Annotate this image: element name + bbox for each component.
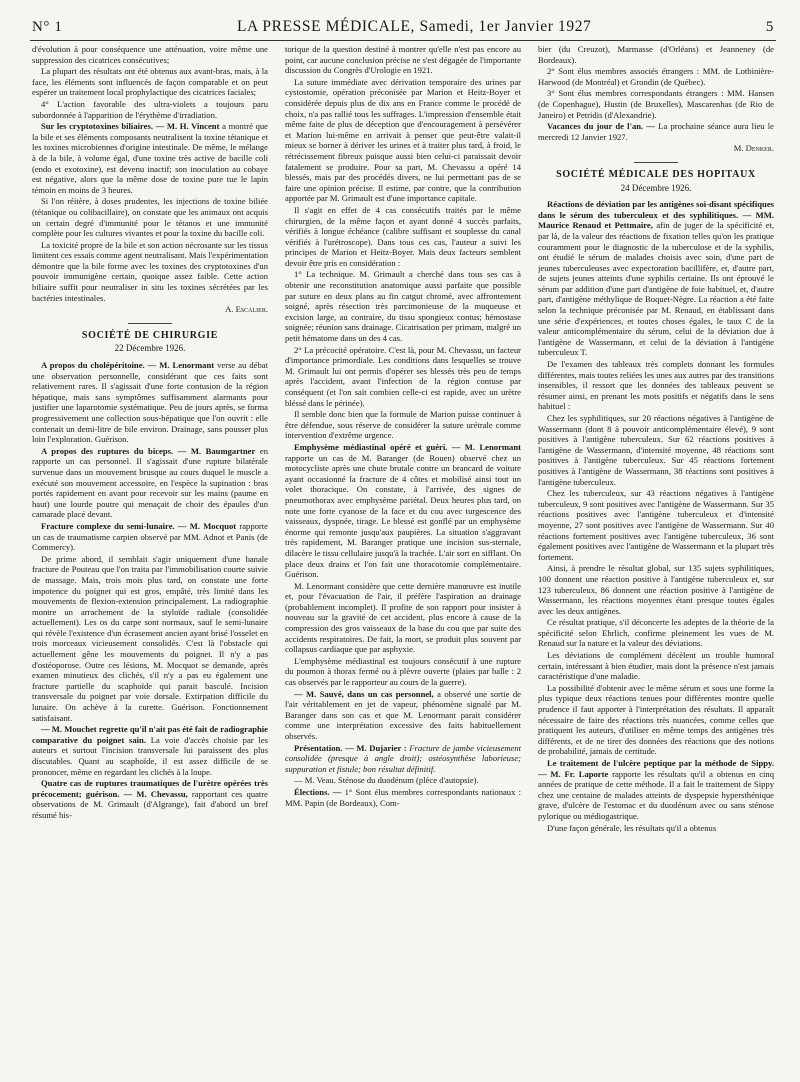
paragraph: La possibilité d'obtenir avec le même sérum et sous une forme la plus typique deux réactions tenues pour différentes montre quelle prudence il faut apporter à l'interprétation des résultats. Il apparaît nécessaire de faire des réactions très nuancées, comme celles que pratiquent les auteurs, d'utiliser en même temps des antigènes très différents, et de ne tirer des données des réactions que des notions de probabilité, jamais de certitude. — [538, 682, 774, 757]
article-text: rapporte les résultats qu'il a obtenus en cinq années de pratique de cette méthode. Il a fait le traitement de Sippy chez une centaine de malades atteints de dyspepsie hypersthénique grave, d'ulcère de l'estomac et du duodénum avec ou sans sténose pylorique ou médiogastrique. — [538, 768, 774, 821]
paragraph: 1° La technique. M. Grimault a cherché dans tous ses cas à obtenir une reconstitution anatomique aussi parfaite que possible par suture en deux plans au fin catgut chromé, avec affrontement soigné, après résection très parcimonieuse de la muqueuse et excision large, au contraire, du tissu spongieux contus; hémostase soignée; réunion sans drainage. Cicatrisation per primam, malgré un petit hématome dans un des 4 cas. — [285, 269, 521, 344]
article-heading: Le traitement de l'ulcère peptique par la méthode de Sippy. — M. Fr. Laporte — [538, 758, 774, 779]
article-text: La voie d'accès choisie par les auteurs et surtout l'incision transversale lui paraissent des plus discutables. Quant au scaphoïde, il est assez difficile de se prononcer, même en regardant les clichés à la loupe. — [32, 734, 268, 777]
article-heading: Sur les cryptotoxines biliaires. — M. H. Vincent — [41, 121, 220, 132]
paragraph: d'évolution à pour conséquence une atténuation, voire même une suppression des cicatrices consécutives; — [32, 44, 268, 65]
paragraph: torique de la question destiné à montrer qu'elle n'est pas encore au point, car aucune conclusion précise ne s'est dégagée de l'importante discussion du Congrès d'Urologie en 1921. — [285, 44, 521, 76]
paragraph: Chez les tuberculeux, sur 43 réactions négatives à l'antigène tuberculeux, 9 sont positives avec l'antigène de Wassermann. Sur 35 réactions positives avec l'antigène tuberculeux et d'intensité moyenne, 27 sont positives avec l'antigène de Wassermann. Sur 40 réactions fortement positives avec l'antigène tuberculeux, 36 sont également positives avec l'antigène de Wassermann et la plupart très fortement. — [538, 488, 774, 562]
article-heading: Fracture complexe du semi-lunaire. — M. Mocquot — [41, 520, 237, 531]
page-number-left: N° 1 — [32, 19, 63, 35]
paragraph: D'une façon générale, les résultats qu'il a obtenus — [547, 822, 717, 833]
page-number-right: 5 — [765, 19, 774, 35]
page-header — [32, 18, 774, 38]
paragraph: La suture immédiate avec dérivation temporaire des urines par cystostomie, opération préconisée par Marion et Heitz-Boyer et considérée depuis plus de dix ans en France comme le procédé de choix, n'a pas rallié tous les suffrages. L'impression d'ensemble était même faite de plus de déception que d'encouragement à persévérer et Marion lui-même en arrivait à penser que peut-être valait-il mieux se borner à dériver les urines et à traiter plus tard, à froid, le rétrécissement fibreux puisque aussi bien celui-ci paraissait devoir fatalement se produire. Pour sa part, M. Chevassu a opéré 14 blessés, mais par des procédés divers, ne lui permettant pas de se faire une opinion précise. Il estime, par contre, que la contribution apportée par M. Grimault est d'une importance capitale. — [285, 76, 521, 204]
article — [538, 199, 774, 358]
section-divider — [128, 323, 172, 324]
article-text: rapporte un cas de M. Baranger (de Rouen) observé chez un motocycliste après une chute brutale contre un brancard de voiture ayant occasionné la fracture de 4 côtes et mobilisé ainsi tout un volet thoracique. On constate, à l'arrivée, des signes de pneumothorax avec emphysème pariétal. Deux heures plus tard, on note une forte cyanose de la face et du cou avec turgescence des vaisseaux, dyspnée, tirage. Le blessé est gonflé par un emphysème énorme qui remonte jusqu'aux paupières. La situation s'aggravant très rapidement, M. Baranger pratique une incision sus-sternale, dilacère le tissu cellulaire jusqu'à la trachée. L'air sort en sifflant. On place deux drains et l'on fait une thoracotomie complémentaire. Guérison. — [285, 452, 521, 580]
article — [285, 689, 521, 742]
paragraph: Il s'agit en effet de 4 cas consécutifs traités par le même chirurgien, de la même façon et ayant donné 4 succès parfaits, vérifiés à longue échéance (calibre suffisant et souplesse du canal vérifiés à l'urétroscope). Dans tous ces cas, l'auteur a suivi les principes de Marion et Heitz-Boyer. Mais deux facteurs semblent devoir être pris en considération : — [285, 204, 521, 268]
article-heading: Présentation. — M. Dujarier : — [294, 742, 407, 753]
section-title: SOCIÉTÉ DE CHIRURGIE — [81, 329, 219, 341]
article-heading: A propos du cholépéritoine. — M. Lenormant — [41, 360, 215, 371]
paragraph: Si l'on réitère, à doses prudentes, les injections de toxine biliée (tétanique ou colibacillaire), on constate que les animaux ont acquis un certain degré d'immunité pour le tétanos et une immunité complète pour les cultures vivantes et pour la toxine du bacille coli. — [32, 196, 268, 239]
paragraph: 4° L'action favorable des ultra-violets a toujours paru subordonnée à l'apparition de l'érythème d'irradiation. — [32, 98, 268, 120]
article — [285, 743, 521, 775]
paragraph: bier (du Creuzot), Marmasse (d'Orléans) et Jeanneney (de Bordeaux). — [538, 44, 774, 65]
article — [538, 758, 774, 822]
columns — [32, 44, 774, 1078]
paragraph: 3° Sont élus membres correspondants étrangers : MM. Hansen (de Copenhague), Hustin (de Bruxelles), Mascarenhas (de Rio de Janeiro) et Petridis (d'Alexandrie). — [538, 88, 774, 120]
article-text: rapportant ces quatre observations de M. Grimault (d'Algrange), fait d'abord un bref résumé his- — [32, 788, 268, 820]
signature: A. Escalier. — [225, 304, 268, 315]
article-heading: Vacances du jour de l'an. — — [547, 121, 655, 132]
article — [32, 521, 268, 553]
paragraph: De prime abord, il semblait s'agir uniquement d'une banale fracture de Pouteau que l'on traita par l'immobilisation courte suivie de massage. Mais, trois mois plus tard, on constate une forte impotence du poignet qui est gros, empâté, très limité dans les mouvements de flexion-extension principalement. La radiographie montre un arrachement de la styloïde radiale (consolidée actuellement). Les os du carpe sont normaux, sauf le semi-lunaire qui révèle l'existence d'un écrasement ancien ayant brisé l'osselet en trois morceaux vicieusement consolidés. C'est là l'obstacle qui actuellement gêne les mouvements du poignet. Il n'y a pas d'ostéoporose. Outre ces lésions, M. Mocquot se demande, après examen minutieux des clichés, s'il n'y a pas eu également une fracture partielle du scaphoïde qui parait basculé. Incision transversale du poignet par voie dorsale. Extirpation difficile du lunaire. On achève à la curette. Guérison. Fonctionnement satisfaisant. — [32, 553, 268, 723]
article-text: en rapporte un cas personnel. Il s'agissait d'une rupture bilatérale survenue dans un mouvement brusque au cours duquel le muscle a exécuté son mouvement accessoire, en l'espèce la supination : bras portés rapidement en avant pour recevoir sur les mains (paume en haut) une lourde poutre qui menaçait de choir des épaules d'un camarade placé devant. — [32, 445, 268, 520]
article — [32, 778, 268, 820]
article-text: Fracture de jambe vicieusement consolidée (presque à angle droit); ostéosynthèse laborieuse; suppuration et fistule; bon résultat définitif. — [285, 742, 521, 774]
article-text: La prochaine séance aura lieu le mercredi 12 Janvier 1927. — [538, 121, 774, 142]
section-title: SOCIÉTÉ MÉDICALE DES HOPITAUX — [556, 168, 756, 180]
article-text: rapporte un cas de traumatisme carpien observé par MM. Adnot et Panis (de Commercy). — [32, 520, 268, 553]
article-heading: Emphysème médiastinal opéré et guéri. — M. Lenormant — [294, 441, 521, 452]
paragraph: Chez les syphilitiques, sur 20 réactions négatives à l'antigène de Wassermann (dont 8 à pouvoir anticomplémentaire élevé), 9 sont positives à l'antigène tuberculeux. Sur 62 réactions positives à l'antigène de Wassermann, d'intensité moyenne, 48 réactions sont positives à l'antigène tuberculeux. Sur 45 réactions fortement positives à l'antigène de Wassermann, 38 réactions sont positives à l'antigène tuberculeux. — [538, 413, 774, 487]
paragraph: 2° Sont élus membres associés étrangers : MM. de Lotbinière-Harwood (de Montréal) et Grondin (de Québec). — [538, 66, 774, 87]
article-heading: Quatre cas de ruptures traumatiques de l'urètre opérées très précocement; guérison. — M. Chevassu, — [32, 778, 268, 799]
paragraph: Les déviations de complément décèlent un trouble humoral certain, intéressant à bien étudier, mais dont la présence n'est jamais caractéristique d'une maladie. — [538, 650, 774, 682]
article — [32, 446, 268, 520]
section-divider — [634, 162, 678, 163]
article — [32, 121, 268, 195]
article-text: a observé une sortie de l'air véritablement en jet de vapeur, phénomène signalé par M. Baranger dans son cas et que M. Lenormant parait considérer comme une interprétation excessive des faits habituellement observés. — [285, 688, 521, 741]
paragraph: L'emphysème médiastinal est toujours consécutif à une rupture du poumon à thorax fermé ou à plèvre ouverte (plaies par balle : 2 cas observés par le rapporteur au cours de la guerre). — [285, 655, 521, 688]
article — [538, 121, 774, 142]
column-1 — [32, 44, 268, 1078]
article — [285, 442, 521, 580]
paragraph: — M. Veau. Sténose du duodénum (plèce d'autopsie). — [294, 775, 479, 786]
column-3 — [538, 44, 774, 1078]
paragraph: Ainsi, à prendre le résultat global, sur 135 sujets syphilitiques, 100 donnent une réaction positive à l'antigène tuberculeux et, sur 123 tuberculeux, 86 donnent une réaction positive à l'antigène de Wassermann, les réactions moyennes étant presque toutes égales avec les deux antigènes. — [538, 563, 774, 616]
article-heading: — M. Sauvé, dans un cas personnel, — [294, 688, 434, 699]
article-heading: Élections. — — [294, 786, 342, 797]
article-text: a montré que la bile et ses éléments composants neutralisent la toxine tétanique et les toxines microbiennes d'origine intestinale. De même, le mélange à de la bile, à volume égal, d'une toxine très active de bacille coli (endo et exotoxine), est devenu inactif; son inoculation au cobaye est négative, alors que la même dose de toxine pure tue le lapin témoin en moins de 3 heures. — [32, 121, 268, 195]
article-heading: Réactions de déviation par les antigènes soi-disant spécifiques dans le sérum des tuberculeux et des syphilitiques. — MM. Maurice Renaud et Pettmaire, — [538, 199, 774, 231]
article-text: 1° Sont élus membres correspondants nationaux : MM. Papin (de Bordeaux), Com- — [285, 786, 521, 808]
article — [32, 724, 268, 777]
paragraph: La toxicité propre de la bile et son action nécrosante sur les tissus limitent ces essais comme agent neutralisant. Mais l'expérimentation démontre que la bile forme avec les toxines des cryptotoxines d'un pouvoir immunigène certain, quoique assez faible. Cette action biliaire suffit pour neutraliser in situ les toxines sécrétées par les bactéries intestinales. — [32, 239, 268, 303]
journal-title: LA PRESSE MÉDICALE, Samedi, 1er Janvier 1927 — [236, 18, 592, 35]
signature: M. Denker. — [733, 143, 774, 154]
paragraph: De l'examen des tableaux très complets donnant les formules différentes, mais toutes reliées les unes aux autres par des transitions insensibles, il ressort que les données des tableaux peuvent se résumer ainsi, en prenant les mots positifs et négatifs dans le sens habituel : — [538, 359, 774, 412]
article-heading: A propos des ruptures du biceps. — M. Baumgartner — [41, 445, 256, 456]
article — [285, 787, 521, 808]
article-text: afin de juger de la spécificité et, par là, de la valeur des réactions de fixation telles qu'on les pratique couramment pour le diagnostic de la tuberculose et de la syphilis, ont étudié le sérum de malades choisis avec soin, d'une part de jeunes tuberculeuses avec expectoration bacillifère, et, d'autre part, de sujets jeunes atteints d'une syphilis certaine. Ils ont éprouvé le sérum par addition d'une part d'antigène de foie habituel, et, d'autre part, d'antigène méthylique de Boquet-Nègre. La réaction a été faite selon la technique préconisée par M. Renaud, en établissant dans une série d'expériences, et toutes choses égales, le taux C de la valeur anticomplémentaire du sérum, celui de la déviation due à l'antigène de Wassermann, et celui de la déviation à l'antigène tuberculeux T. — [538, 220, 774, 358]
section-date: 24 Décembre 1926. — [620, 182, 692, 193]
column-2 — [285, 44, 521, 1078]
paragraph: La plupart des résultats ont été obtenus aux avant-bras, mais, à la face, les éléments sont influencés de façon comparable et on peut espérer un traitement local prophylactique des cicatrices faciales; — [32, 66, 268, 98]
paragraph: Il semble donc bien que la formule de Marion puisse continuer à être défendue, sous réserve de considérer la suture urétrale comme intervention d'extrême urgence. — [285, 409, 521, 441]
article — [32, 360, 268, 445]
paragraph: Ce résultat pratique, s'il déconcerte les adeptes de la théorie de la spécificité selon Ehrlich, confirme pleinement les vues de M. Renaud sur la nature et la valeur des déviations. — [538, 617, 774, 649]
article-heading: — M. Mouchet regrette qu'il n'ait pas été fait de radiographie comparative du poignet sain. — [32, 724, 268, 745]
section-date: 22 Décembre 1926. — [114, 343, 186, 354]
paragraph: M. Lenormant considère que cette dernière manœuvre est inutile et, pour l'évacuation de l'air, il préfère l'aspiration au drainage (probablement incomplet). Il profite de son rapport pour insister à nouveau sur la gravité de cet accident, plus encore à cause de la compression des gros vaisseaux de la base du cou que par suite des accidents respiratoires. De fait, la mort, se produit plus souvent par collapsus cardiaque que par asphyxie. — [285, 580, 521, 655]
paragraph: 2° La précocité opératoire. C'est là, pour M. Chevassu, un facteur d'importance primordiale. Les conditions dans lesquelles se trouve M. Grimault lui ont permis d'opérer ses blessés très peu de temps après l'accident, avant l'infection de la région contuse par conséquent (et l'on sait combien celle-ci est rapide, avec un urètre bléssé dans le périnée). — [285, 344, 521, 408]
article-text: verse au débat une observation personnelle, considérant que ces faits sont relativement rares. Il s'agissait d'une forte contusion de la région hépatique, mais sans symptômes suffisamment alarmants pour justifier une laparotomie systématique. Peu de jours après, se forma progressivement une collection sous-hépatique que l'on ouvrit : elle contenait un demi-litre de bile environ. Drainage, sans pousser plus loin l'exploration. Guérison. — [32, 360, 268, 445]
header-rule — [30, 40, 776, 41]
